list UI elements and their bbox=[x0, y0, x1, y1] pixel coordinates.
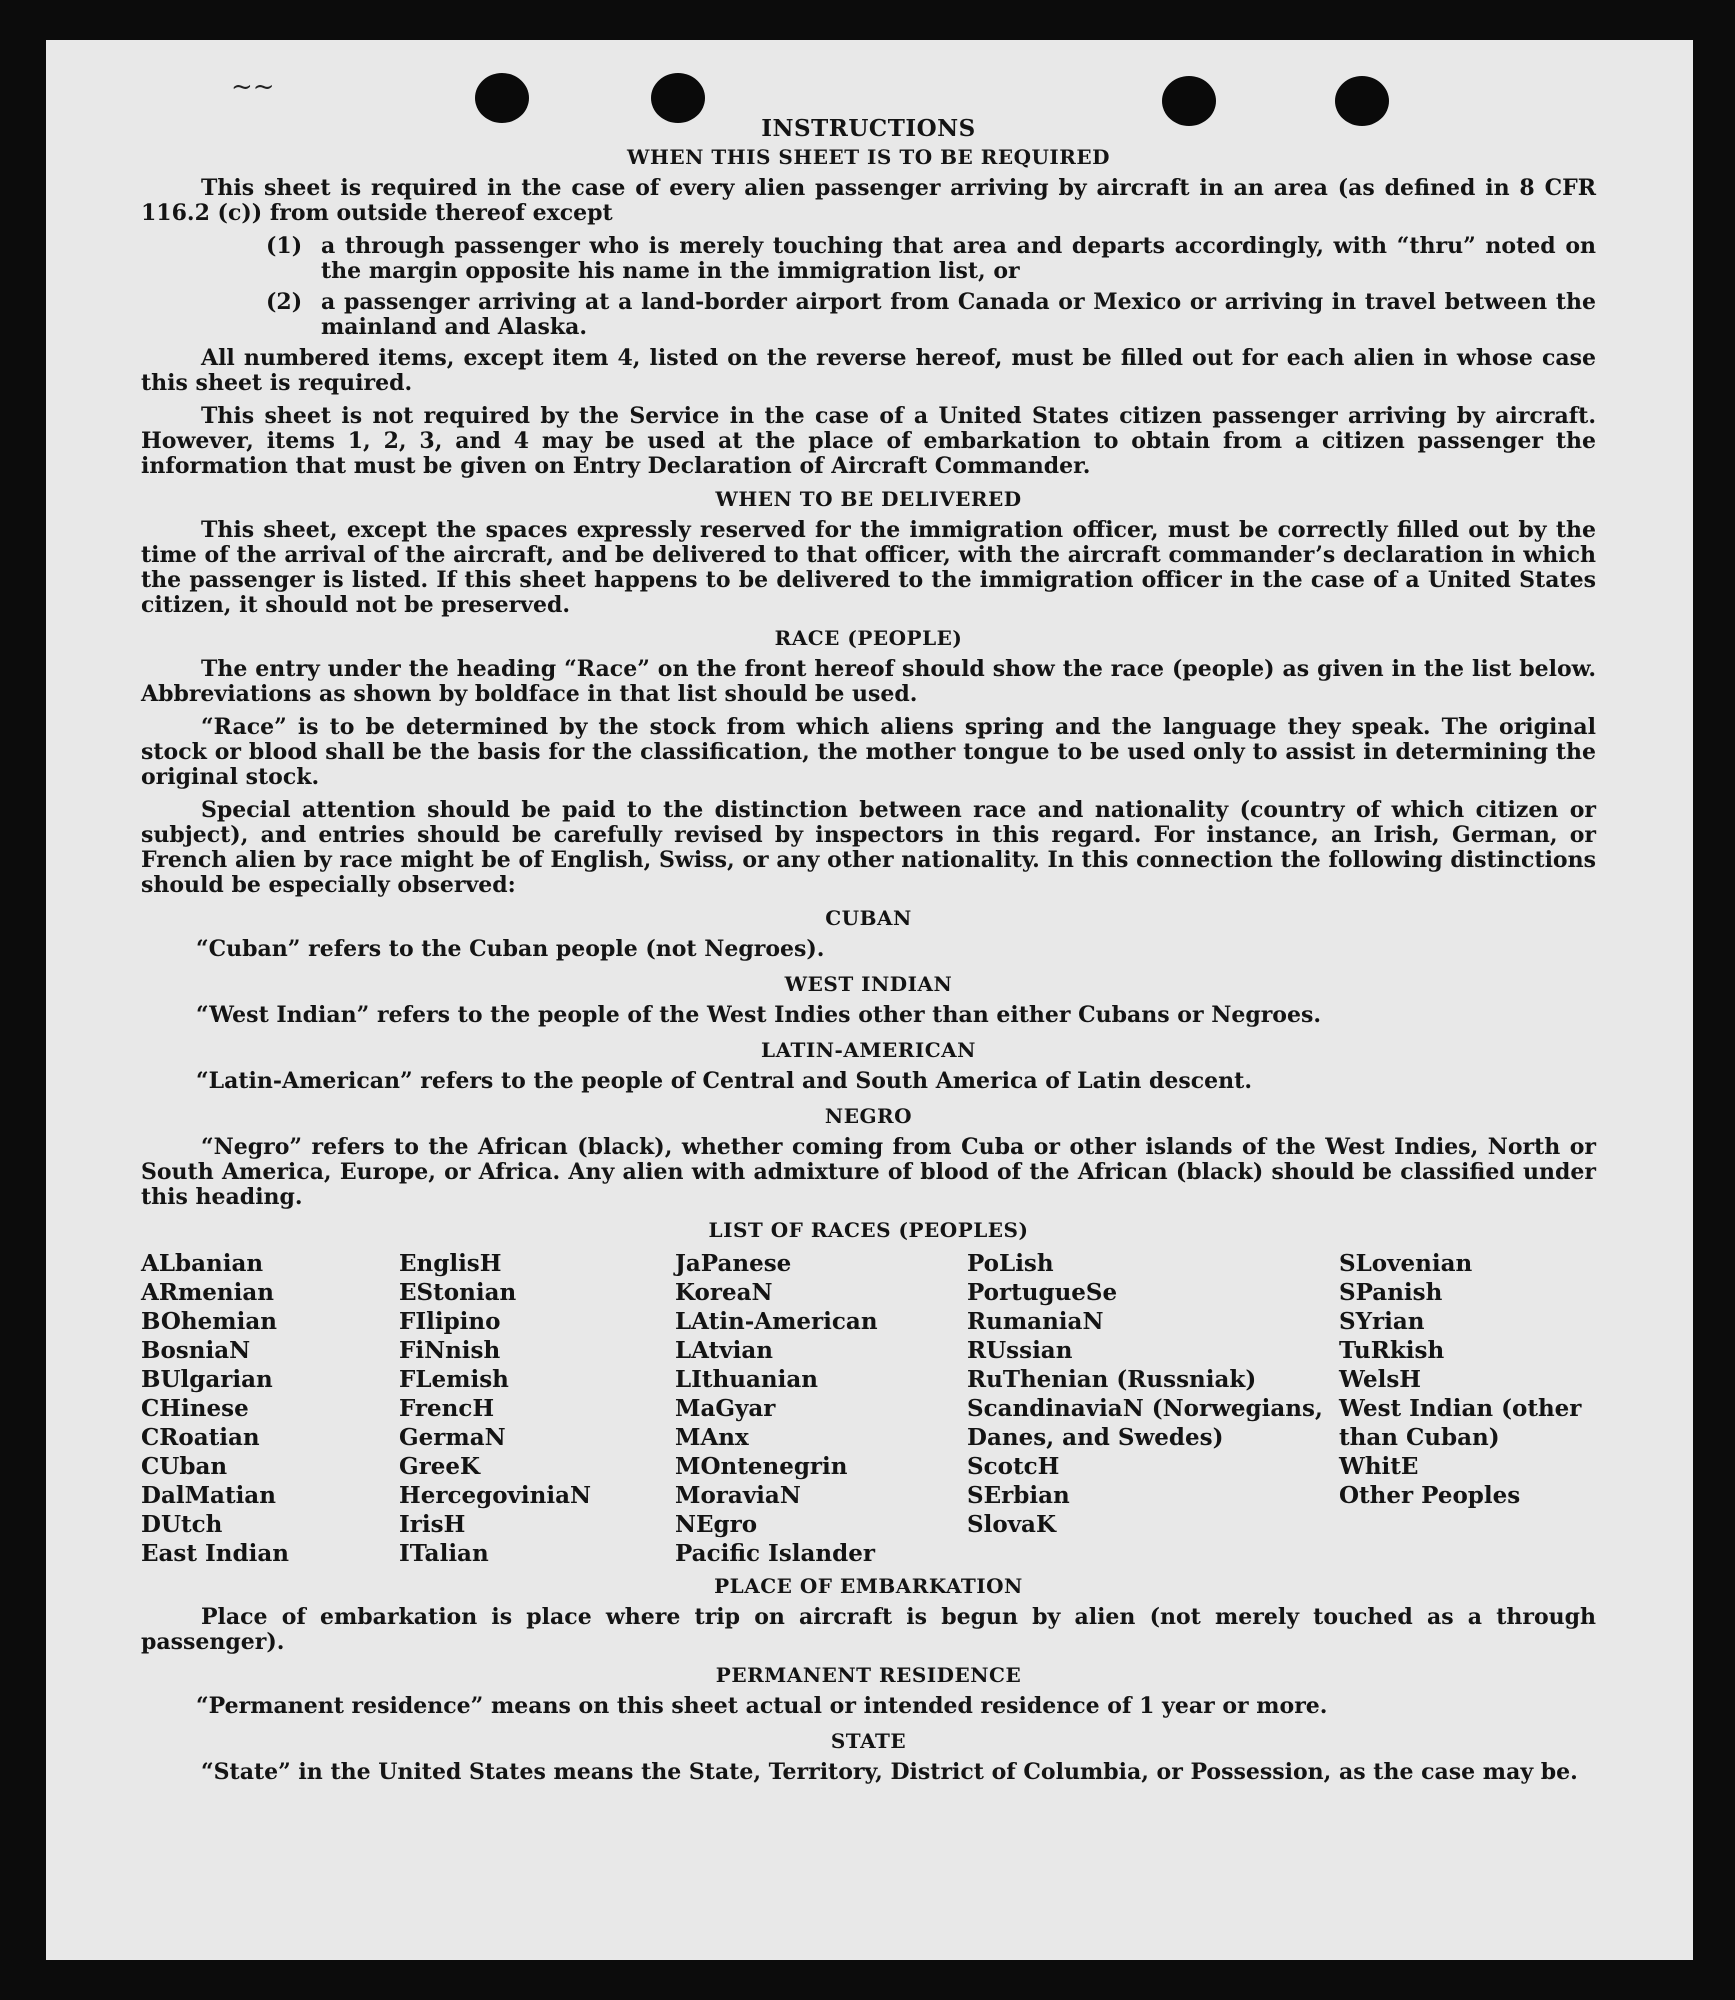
paragraph: “Race” is to be determined by the stock from which aliens spring and the language they speak. The original stock or blood shall be the basis for the classification, the mother tongue to be used only to assist in determining the original stock. bbox=[141, 714, 1596, 790]
paragraph: This sheet, except the spaces expressly reserved for the immigration officer, must be correctly filled out by the time of the arrival of the aircraft, and be delivered to that officer, with the aircraft commander’s declaration in which the passenger is listed. If this sheet happens to be delivered to the immigration officer in the case of a United States citizen, it should not be preserved. bbox=[141, 517, 1596, 618]
race-entry: West Indian (other than Cuban) bbox=[1339, 1395, 1582, 1451]
race-entry: MOntenegrin bbox=[675, 1453, 848, 1480]
heading-residence: PERMANENT RESIDENCE bbox=[715, 1663, 1022, 1687]
race-entry: ScandinaviaN (Norwegians, Danes, and Swedes) bbox=[967, 1395, 1323, 1451]
races-column bbox=[1339, 1249, 1596, 1568]
race-entry: WelsH bbox=[1339, 1366, 1422, 1393]
race-entry: GreeK bbox=[399, 1453, 481, 1480]
races-column bbox=[399, 1249, 675, 1568]
item-number: (2) bbox=[266, 289, 303, 315]
race-entry: RuThenian (Russniak) bbox=[967, 1366, 1257, 1393]
race-entry: FIlipino bbox=[399, 1308, 501, 1335]
race-entry: SErbian bbox=[967, 1482, 1070, 1509]
heading-list-of-races: LIST OF RACES (PEOPLES) bbox=[708, 1218, 1029, 1242]
race-entry: ARmenian bbox=[141, 1279, 275, 1306]
race-entry: JaPanese bbox=[675, 1250, 792, 1277]
paragraph: Place of embarkation is place where trip on aircraft is begun by alien (not merely touched as a through passenger). bbox=[141, 1604, 1596, 1655]
race-entry: CHinese bbox=[141, 1395, 249, 1422]
pen-mark: ~~ bbox=[231, 72, 275, 102]
race-entry: WhitE bbox=[1339, 1453, 1419, 1480]
races-column bbox=[967, 1249, 1339, 1568]
races-column bbox=[675, 1249, 967, 1568]
item-number: (1) bbox=[266, 233, 303, 259]
race-entry: LIthuanian bbox=[675, 1366, 818, 1393]
race-entry: FLemish bbox=[399, 1366, 509, 1393]
race-entry: SLovenian bbox=[1339, 1250, 1473, 1277]
race-entry: CRoatian bbox=[141, 1424, 260, 1451]
race-entry: HercegoviniaN bbox=[399, 1482, 592, 1509]
race-entry: NEgro bbox=[675, 1511, 758, 1538]
heading-embarkation: PLACE OF EMBARKATION bbox=[714, 1574, 1023, 1598]
race-entry: ITalian bbox=[399, 1540, 489, 1567]
paragraph: “Negro” refers to the African (black), whether coming from Cuba or other islands of the West Indies, North or South America, Europe, or Africa. Any alien with admixture of blood of the African (black) should be classified under this heading. bbox=[141, 1134, 1596, 1210]
race-entry: ALbanian bbox=[141, 1250, 264, 1277]
race-entry: Other Peoples bbox=[1339, 1482, 1521, 1509]
paragraph: “Cuban” refers to the Cuban people (not Negroes). bbox=[196, 936, 825, 962]
race-entry: MAnx bbox=[675, 1424, 749, 1451]
race-entry: MoraviaN bbox=[675, 1482, 801, 1509]
race-entry: EnglisH bbox=[399, 1250, 502, 1277]
race-entry: East Indian bbox=[141, 1540, 289, 1567]
race-entry: Pacific Islander bbox=[675, 1540, 875, 1567]
paragraph: “Latin-American” refers to the people of Central and South America of Latin descent. bbox=[196, 1068, 1252, 1094]
heading-west-indian: WEST INDIAN bbox=[784, 972, 953, 996]
race-entry: RUssian bbox=[967, 1337, 1073, 1364]
paragraph: Special attention should be paid to the distinction between race and nationality (country of which citizen or subject), and entries should be carefully revised by inspectors in this regard. For instance, an Irish, German, or French alien by race might be of English, Swiss, or any other nationality. In this connection the following distinctions should be especially observed: bbox=[141, 797, 1596, 898]
heading-race: RACE (PEOPLE) bbox=[774, 626, 963, 650]
paragraph: This sheet is not required by the Service in the case of a United States citizen passenger arriving by aircraft. However, items 1, 2, 3, and 4 may be used at the place of embarkation to obtain from a citizen passenger the information that must be given on Entry Declaration of Aircraft Commander. bbox=[141, 403, 1596, 479]
paragraph: “Permanent residence” means on this sheet actual or intended residence of 1 year or more. bbox=[196, 1693, 1328, 1719]
race-entry: TuRkish bbox=[1339, 1337, 1445, 1364]
heading-state: STATE bbox=[830, 1729, 907, 1753]
race-entry: SPanish bbox=[1339, 1279, 1443, 1306]
race-entry: CUban bbox=[141, 1453, 228, 1480]
heading-negro: NEGRO bbox=[824, 1104, 913, 1128]
race-entry: MaGyar bbox=[675, 1395, 776, 1422]
instructions-body bbox=[141, 112, 1596, 1793]
race-entry: BosniaN bbox=[141, 1337, 251, 1364]
race-entry: FrencH bbox=[399, 1395, 495, 1422]
race-entry: DalMatian bbox=[141, 1482, 276, 1509]
race-entry: DUtch bbox=[141, 1511, 223, 1538]
race-entry: IrisH bbox=[399, 1511, 466, 1538]
race-entry: RumaniaN bbox=[967, 1308, 1104, 1335]
race-entry: ScotcH bbox=[967, 1453, 1060, 1480]
list-item bbox=[141, 234, 1596, 284]
heading-cuban: CUBAN bbox=[825, 906, 912, 930]
heading-latin-american: LATIN-AMERICAN bbox=[761, 1038, 976, 1062]
race-entry: PoLish bbox=[967, 1250, 1054, 1277]
race-entry: PortugueSe bbox=[967, 1279, 1118, 1306]
list-item bbox=[141, 290, 1596, 340]
race-entry: KoreaN bbox=[675, 1279, 773, 1306]
race-entry: SlovaK bbox=[967, 1511, 1056, 1538]
paragraph: All numbered items, except item 4, listed on the reverse hereof, must be filled out for each alien in whose case this sheet is required. bbox=[141, 345, 1596, 396]
heading-when-required: WHEN THIS SHEET IS TO BE REQUIRED bbox=[627, 145, 1110, 169]
document-page bbox=[46, 40, 1693, 1960]
paragraph: “West Indian” refers to the people of the West Indies other than either Cubans or Negroes. bbox=[196, 1002, 1322, 1028]
paragraph: This sheet is required in the case of every alien passenger arriving by aircraft in an area (as defined in 8 CFR 116.2 (c)) from outside thereof except bbox=[141, 175, 1596, 226]
race-entry: LAtin-American bbox=[675, 1308, 878, 1335]
race-entry: FiNnish bbox=[399, 1337, 501, 1364]
paragraph: The entry under the heading “Race” on the front hereof should show the race (people) as given in the list below. Abbreviations as shown by boldface in that list should be used. bbox=[141, 656, 1596, 707]
heading-when-delivered: WHEN TO BE DELIVERED bbox=[715, 487, 1022, 511]
paragraph: “State” in the United States means the State, Territory, District of Columbia, or Possession, as the case may be. bbox=[201, 1759, 1578, 1785]
item-text: a through passenger who is merely touching that area and departs accordingly, with “thru” noted on the margin opposite his name in the immigration list, or bbox=[321, 233, 1596, 284]
race-entry: EStonian bbox=[399, 1279, 517, 1306]
race-entry: BOhemian bbox=[141, 1308, 277, 1335]
races-column bbox=[141, 1249, 399, 1568]
race-entry: SYrian bbox=[1339, 1308, 1425, 1335]
item-text: a passenger arriving at a land-border airport from Canada or Mexico or arriving in travel between the mainland and Alaska. bbox=[321, 289, 1596, 340]
page-title: INSTRUCTIONS bbox=[761, 115, 976, 142]
race-entry: LAtvian bbox=[675, 1337, 773, 1364]
race-entry: GermaN bbox=[399, 1424, 506, 1451]
race-entry: BUlgarian bbox=[141, 1366, 273, 1393]
races-list bbox=[141, 1249, 1596, 1568]
